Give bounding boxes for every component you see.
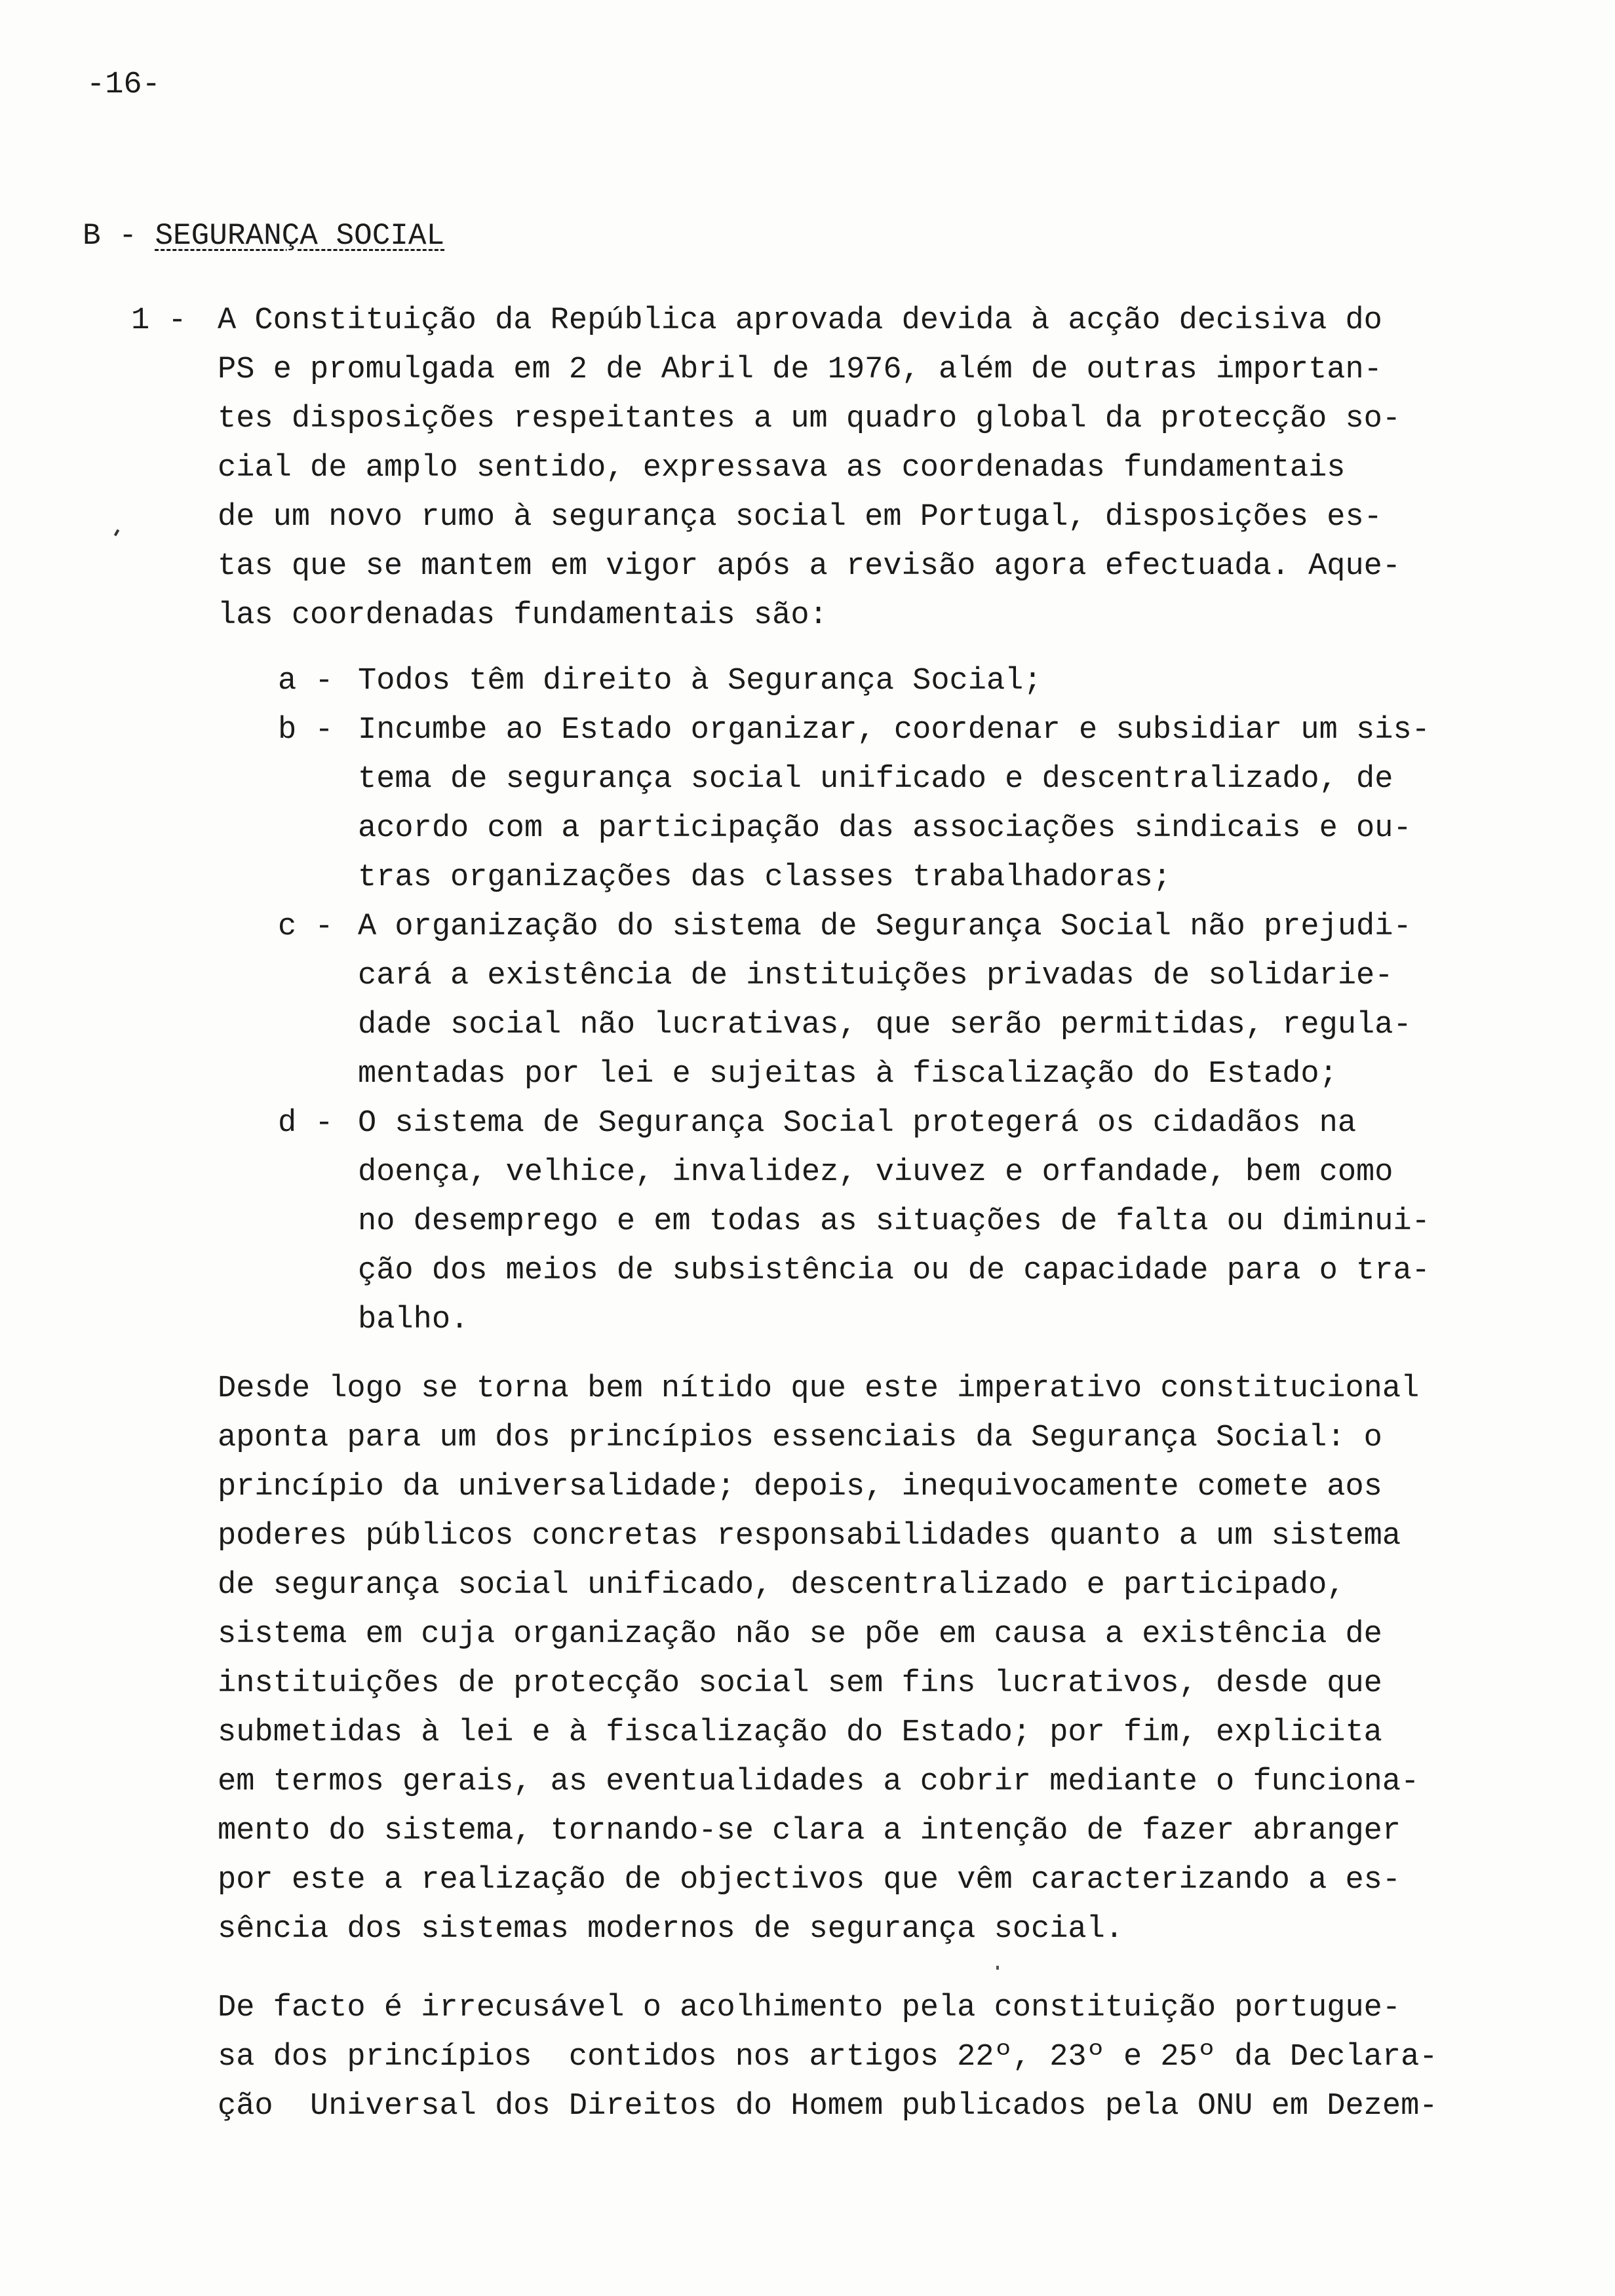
paragraph-line: sa dos princípios contidos nos artigos 22º, 23º e 25º da Declara- bbox=[218, 2040, 1438, 2075]
paragraph-line: princípio da universalidade; depois, inequivocamente comete aos bbox=[218, 1470, 1382, 1504]
paragraph-line: em termos gerais, as eventualidades a cobrir mediante o funciona- bbox=[218, 1765, 1420, 1799]
paragraph-line: Desde logo se torna bem nítido que este imperativo constitucional bbox=[218, 1371, 1420, 1406]
item1-line: A Constituição da República aprovada devida à acção decisiva do bbox=[218, 303, 1382, 338]
paragraph-line: mento do sistema, tornando-se clara a intenção de fazer abranger bbox=[218, 1814, 1401, 1848]
section-title: SEGURANÇA SOCIAL bbox=[155, 219, 445, 253]
item1-line: tes disposições respeitantes a um quadro global da protecção so- bbox=[218, 402, 1401, 436]
paragraph-line: sência dos sistemas modernos de segurança social. bbox=[218, 1912, 1124, 1947]
scan-mark bbox=[114, 529, 119, 537]
sub-item-line: no desemprego e em todas as situações de falta ou diminui- bbox=[358, 1204, 1430, 1239]
sub-item-label: c - bbox=[278, 909, 334, 944]
sub-item-line: ção dos meios de subsistência ou de capacidade para o tra- bbox=[358, 1253, 1430, 1288]
item1-line: de um novo rumo à segurança social em Portugal, disposições es- bbox=[218, 500, 1382, 535]
sub-item-label: b - bbox=[278, 713, 334, 748]
sub-item-line: A organização do sistema de Segurança Social não prejudi- bbox=[358, 909, 1412, 944]
item1-line: cial de amplo sentido, expressava as coordenadas fundamentais bbox=[218, 451, 1346, 486]
item-number: 1 - bbox=[131, 303, 187, 338]
paragraph-line: de segurança social unificado, descentralizado e participado, bbox=[218, 1568, 1346, 1603]
item1-line: las coordenadas fundamentais são: bbox=[218, 598, 828, 633]
page-number: -16- bbox=[87, 67, 161, 102]
sub-item-line: Incumbe ao Estado organizar, coordenar e subsidiar um sis- bbox=[358, 713, 1430, 748]
section-letter: B - bbox=[83, 219, 137, 253]
paragraph-line: poderes públicos concretas responsabilidades quanto a um sistema bbox=[218, 1519, 1401, 1554]
sub-item-line: mentadas por lei e sujeitas à fiscalização do Estado; bbox=[358, 1057, 1338, 1092]
sub-item-line: acordo com a participação das associações sindicais e ou- bbox=[358, 811, 1412, 846]
paragraph-line: ção Universal dos Direitos do Homem publicados pela ONU em Dezem- bbox=[218, 2089, 1438, 2124]
paragraph-line: De facto é irrecusável o acolhimento pela constituição portugue- bbox=[218, 1991, 1401, 2025]
item1-line: PS e promulgada em 2 de Abril de 1976, além de outras importan- bbox=[218, 353, 1382, 387]
sub-item-line: tema de segurança social unificado e descentralizado, de bbox=[358, 762, 1393, 797]
sub-item-line: tras organizações das classes trabalhadoras; bbox=[358, 860, 1172, 895]
scan-mark bbox=[996, 1966, 999, 1970]
sub-item-label: d - bbox=[278, 1106, 334, 1141]
sub-item-line: O sistema de Segurança Social protegerá os cidadãos na bbox=[358, 1106, 1357, 1141]
section-heading bbox=[83, 216, 444, 256]
paragraph-line: aponta para um dos princípios essenciais da Segurança Social: o bbox=[218, 1421, 1382, 1455]
paragraph-line: instituições de protecção social sem fins lucrativos, desde que bbox=[218, 1666, 1382, 1701]
sub-item-line: doença, velhice, invalidez, viuvez e orfandade, bem como bbox=[358, 1155, 1393, 1190]
paragraph-line: por este a realização de objectivos que vêm caracterizando a es- bbox=[218, 1863, 1401, 1898]
sub-item-line: Todos têm direito à Segurança Social; bbox=[358, 664, 1042, 698]
sub-item-line: balho. bbox=[358, 1303, 469, 1337]
sub-item-label: a - bbox=[278, 664, 334, 698]
item1-line: tas que se mantem em vigor após a revisão agora efectuada. Aque- bbox=[218, 549, 1401, 584]
paragraph-line: sistema em cuja organização não se põe em causa a existência de bbox=[218, 1617, 1382, 1652]
paragraph-line: submetidas à lei e à fiscalização do Estado; por fim, explicita bbox=[218, 1715, 1382, 1750]
sub-item-line: dade social não lucrativas, que serão permitidas, regula- bbox=[358, 1008, 1412, 1043]
sub-item-line: cará a existência de instituições privadas de solidarie- bbox=[358, 959, 1393, 993]
